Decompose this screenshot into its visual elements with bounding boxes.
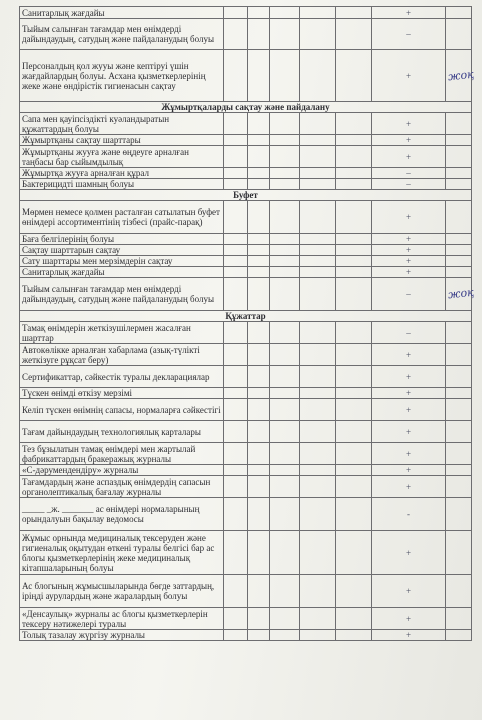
check-mark: + [372,443,446,465]
checklist-row [20,630,472,641]
row-label: Тағамдардың және аспаздық өнімдердің сапасын органолептикалық бағалау журналы [20,476,224,498]
checklist-row [20,278,472,311]
row-label: Персоналдың қол жууы және кептіруі үшін жағдайлардың болуы. Асхана қызметкерлерінің жеке және өндірістік гигиенасын сақтау [20,50,224,102]
check-mark: – [372,19,446,50]
checklist-row [20,344,472,366]
checklist-row [20,421,472,443]
check-mark: + [372,630,446,641]
check-mark: + [372,201,446,234]
check-mark: + [372,421,446,443]
check-mark: + [372,366,446,388]
row-label: Жұмыртқаны сақтау шарттары [20,135,224,146]
row-label: Тез бұзылатын тамақ өнімдері мен жартылай фабрикаттардың бракеражық журналы [20,443,224,465]
checklist-row [20,443,472,465]
check-mark: – [372,278,446,311]
checklist-row [20,179,472,190]
checklist-row [20,7,472,19]
check-mark: + [372,388,446,399]
row-label: Мөрмен немесе қолмен расталған сатылатын буфет өнімдері ассортиментінің тізбесі (прайс-парақ) [20,201,224,234]
row-label: Жұмыс орнында медициналық тексеруден және гигиеналық оқытудан өткені туралы белгісі бар ас блогы қызметкерлерінің жеке медициналық кітапшаларының болуы [20,531,224,575]
row-label: «С-дәрумендендіру» журналы [20,465,224,476]
checklist-row [20,476,472,498]
row-label: Тағам дайындаудың технологиялық карталары [20,421,224,443]
row-label: Толық тазалау жүргізу журналы [20,630,224,641]
check-mark: - [372,498,446,531]
section-title-documents: Құжаттар [20,311,472,322]
check-mark: + [372,113,446,135]
check-mark: + [372,344,446,366]
row-label: Сертификаттар, сәйкестік туралы декларациялар [20,366,224,388]
row-label: Сақтау шарттарын сақтау [20,245,224,256]
date-blank: _____ _ж. _______ [22,504,94,514]
check-mark: + [372,50,446,102]
row-label: Ас блогының жұмысшыларында бөгде заттардың, іріңді аурулардың және жаралардың болуы [20,575,224,608]
check-mark: + [372,476,446,498]
checklist-row [20,256,472,267]
checklist-row [20,135,472,146]
row-label: Санитарлық жағдайы [20,7,224,19]
row-label: Сапа мен қауіпсіздікті куәландыратын құжаттардың болуы [20,113,224,135]
handwritten-note: жоқ [447,67,475,83]
row-label: Тамақ өнімдерін жеткізушілермен жасалған шарттар [20,322,224,344]
checklist-row [20,201,472,234]
inspection-checklist-table [19,6,475,641]
checklist-row [20,50,472,102]
check-mark: + [372,234,446,245]
row-label: Келіп түскен өнімнің сапасы, нормаларға сәйкестігі [20,399,224,421]
row-label: Тыйым салынған тағамдар мен өнімдерді дайындаудың, сатудың және пайдаланудың болуы [20,278,224,311]
row-label: Сату шарттары мен мерзімдерін сақтау [20,256,224,267]
row-label: Бактерицидті шамның болуы [20,179,224,190]
row-label: Автокөлікке арналған хабарлама (азық-түлікті жеткізуге рұқсат беру) [20,344,224,366]
section-title-eggs: Жұмыртқаларды сақтау және пайдалану [20,102,472,113]
check-mark: + [372,267,446,278]
check-mark: – [372,322,446,344]
checklist-row [20,531,472,575]
section-title-buffet: Буфет [20,190,472,201]
row-label: Санитарлық жағдайы [20,267,224,278]
check-mark: + [372,465,446,476]
check-mark: – [372,179,446,190]
check-mark: + [372,146,446,168]
checklist-row [20,366,472,388]
check-mark: + [372,531,446,575]
check-mark: + [372,7,446,19]
checklist-row [20,608,472,630]
row-label: Түскен өнімді өткізу мерзімі [20,388,224,399]
checklist-row [20,146,472,168]
check-mark: + [372,135,446,146]
row-label: Жұмыртқа жууға арналған құрал [20,168,224,179]
checklist-row [20,498,472,531]
checklist-row [20,399,472,421]
row-label-text: ас өнімдері нормаларының орындалуын бақылау ведомосы [22,504,200,524]
checklist-row [20,465,472,476]
checklist-row [20,113,472,135]
checklist-row [20,245,472,256]
row-label [20,498,224,531]
handwritten-note: жоқ [447,285,475,302]
checklist-row [20,19,472,50]
check-mark: + [372,399,446,421]
checklist-row [20,388,472,399]
checklist-row [20,322,472,344]
checklist-row [20,575,472,608]
checklist-row [20,234,472,245]
checklist-row [20,267,472,278]
check-mark: + [372,575,446,608]
check-mark: + [372,256,446,267]
row-label: Жұмыртқаны жууға және өңдеуге арналған таңбасы бар сыйымдылық [20,146,224,168]
row-label: Баға белгілерінің болуы [20,234,224,245]
check-mark: + [372,608,446,630]
check-mark: + [372,245,446,256]
checklist-row [20,168,472,179]
row-label: Тыйым салынған тағамдар мен өнімдерді дайындаудың, сатудың және пайдаланудың болуы [20,19,224,50]
row-label: «Денсаулық» журналы ас блогы қызметкерлерін тексеру нәтижелері туралы [20,608,224,630]
check-mark: – [372,168,446,179]
